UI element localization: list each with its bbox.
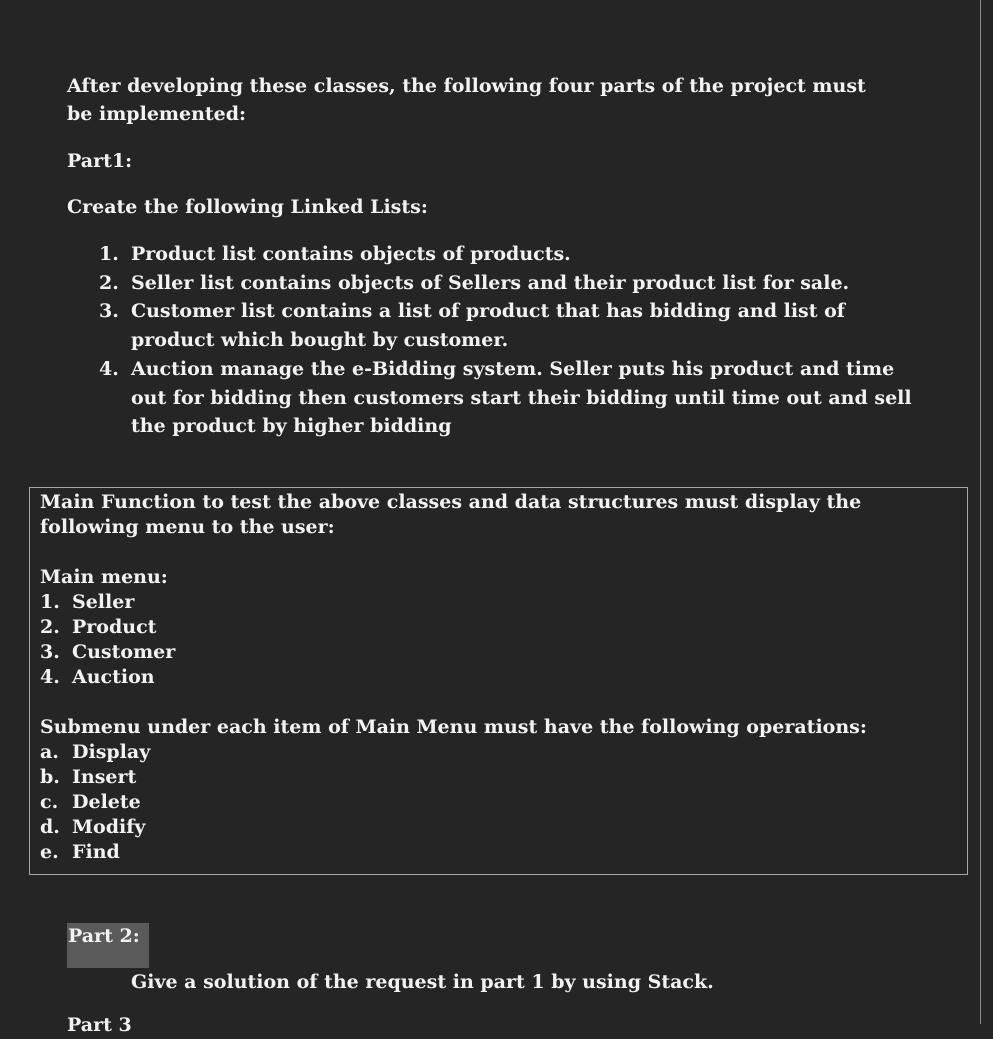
item-letter: c. (40, 791, 59, 813)
list-item (99, 297, 919, 354)
item-label: Insert (72, 766, 137, 788)
main-menu-item (40, 590, 957, 615)
part3-heading: Part 3 (67, 1014, 132, 1036)
submenu-list (40, 740, 957, 865)
submenu-item (40, 740, 957, 765)
linked-lists-list (99, 240, 919, 441)
list-item (99, 355, 919, 441)
item-label: Seller (72, 591, 135, 613)
item-label: Delete (72, 791, 141, 813)
list-item (99, 269, 919, 298)
item-label: Find (72, 841, 120, 863)
menu-requirements-box (29, 487, 968, 875)
page-right-border (980, 0, 981, 1024)
list-text: Customer list contains a list of product that has bidding and list of product which bought by customer. (131, 300, 845, 352)
item-number: 1. (40, 591, 60, 613)
item-letter: d. (40, 816, 60, 838)
menu-box-intro: Main Function to test the above classes and data structures must display the following menu to the user: (40, 491, 862, 538)
submenu-item (40, 765, 957, 790)
list-text: Seller list contains objects of Sellers and their product list for sale. (131, 271, 850, 294)
item-number: 2. (40, 616, 60, 638)
list-number: 2. (99, 271, 119, 294)
intro-paragraph: After developing these classes, the following four parts of the project must be implemented: (67, 75, 866, 125)
item-letter: b. (40, 766, 60, 788)
part2-text: Give a solution of the request in part 1 by using Stack. (131, 971, 714, 993)
submenu-item (40, 840, 957, 865)
submenu-item (40, 790, 957, 815)
main-menu-item (40, 615, 957, 640)
main-menu-title: Main menu: (40, 566, 168, 588)
list-item (99, 240, 919, 269)
item-label: Display (72, 741, 151, 763)
item-label: Modify (72, 816, 146, 838)
submenu-title: Submenu under each item of Main Menu must have the following operations: (40, 716, 867, 738)
list-number: 3. (99, 300, 119, 323)
list-number: 1. (99, 243, 119, 265)
submenu-item (40, 815, 957, 840)
item-letter: e. (40, 841, 59, 863)
item-label: Customer (72, 641, 176, 663)
item-number: 3. (40, 641, 60, 663)
item-label: Product (72, 616, 157, 638)
part1-heading: Part1: (67, 150, 133, 172)
main-menu-item (40, 665, 957, 690)
item-letter: a. (40, 741, 59, 763)
main-menu-list (40, 590, 957, 690)
item-number: 4. (40, 666, 60, 688)
list-number: 4. (99, 357, 119, 380)
list-text: Auction manage the e-Bidding system. Seller puts his product and time out for bidding then customers start their bidding until time out and sell the product by higher bidding (131, 357, 912, 438)
create-lists-heading: Create the following Linked Lists: (67, 196, 428, 218)
item-label: Auction (72, 666, 155, 688)
part2-heading: Part 2: (67, 923, 149, 968)
list-text: Product list contains objects of products. (131, 243, 571, 265)
main-menu-item (40, 640, 957, 665)
